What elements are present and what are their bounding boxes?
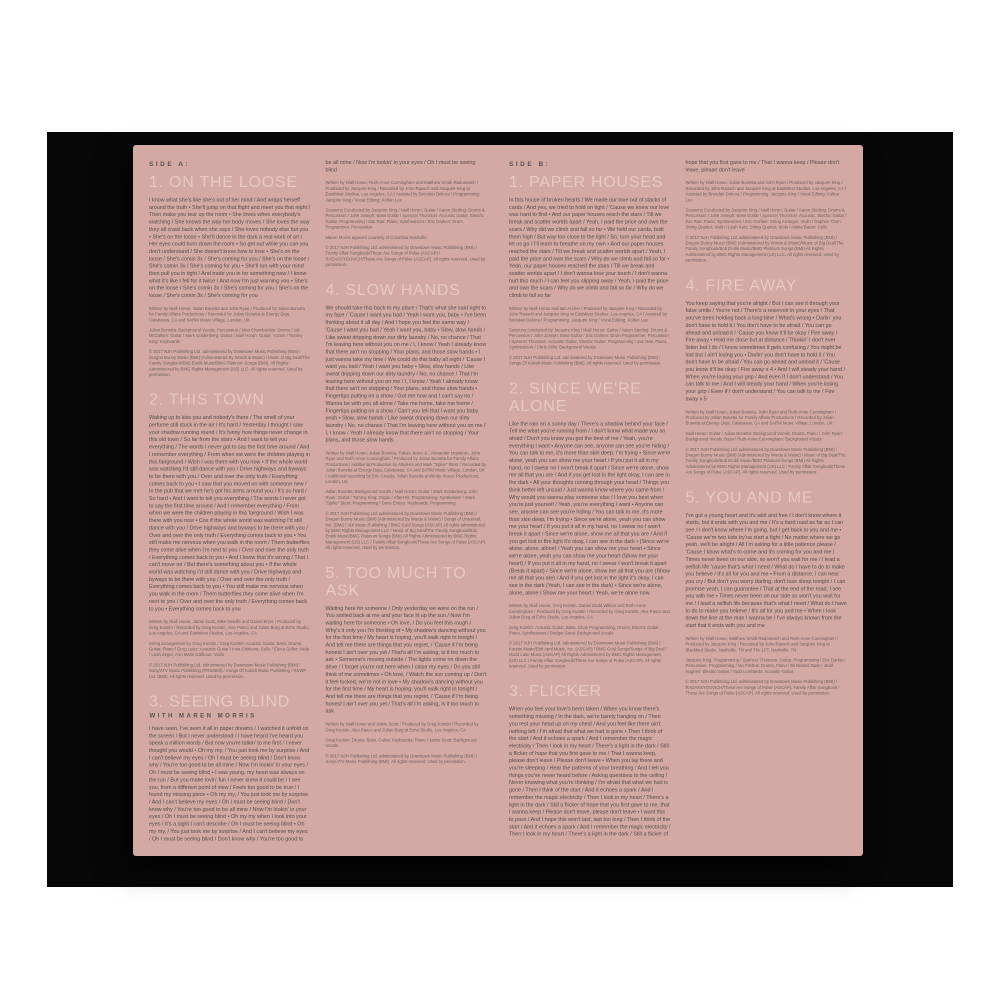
song-title: 3. FLICKER [509,681,602,700]
song-lyrics: We should take this back to my place / That's what she said right to my face / 'Cause I want you bad / Yeah I want you, baby • I've been thinking about it all day / And I hope you feel the same way / 'Cause I want you bad / Yeah I want you, baby • Slow, slow hands / Like sweat dripping down our dirty laundry / No, no chance / That I'm leaving here without you on me / I, I know / Yeah I already know that there ain't no stopping / Your plans, and those slow hands • I just wanna take my time / We could do this baby all night / 'Cause I want you bad / Yeah I want you baby • Slow, slow hands / Like sweat dripping down our dirty laundry / No, no chance / That I'm leaving here without you on me / I, I know / Yeah I already know that there ain't no stopping / Your plans, and those slow hands • Fingertips putting on a show / Got me now and I can't say no / Wanna be with you all alone / Take me home, take me home / Fingertips putting on a show / Can't you tell that I want you baby yeah • Slow, slow hands / Like sweat dripping down our dirty laundry / No, no chance / That I'm leaving here without you on me / I, I know / Yeah I already know that there ain't no stopping / Your plans, and those slow hands [325,304,487,444]
song-title: 4. FIRE AWAY [685,275,798,294]
credit-paragraph: Greg Kurstin: Drums, Bass, Guitar, Keyboards, Piano / Jamie Scott: Background Vocals [325,737,477,749]
credit-paragraph: © 2017 NJH Publishing Ltd. administered by Downtown Music Publishing (BMI) / Dragon Bunny Music (BMI) (Administered By Words & Music) / Music of Big Deal/The Family Songbook/Bob Erotik Music/BMG Platinum Songs (BMI). All Rights Administered by BMG Rights Management (US) LLC. All rights reserved. Used by permission. [149,349,310,377]
credit-paragraph: Written by Niall Horan, Matthew Smith Radosevich and Ruth-Anne Cunningham / Produced by Jacquire King / Recorded by John Rausch and Jacquire King at Blackbird Studio, Nashville, TN and The LFT, Nashville, TN [685,635,839,653]
song-lyrics: I've got a young heart and it's wild and free / I don't know where it starts, but it ends with you and me / It's a hard road as far as I can see / I don't know where I'm going, but I get back to you and me • 'Cause we're two kids try'na start a fight / No matter where we go yeah, we'll be alright / All I'm asking for a little patience please / 'Cause I know what's to come and it's coming for you and me / Times never been on our side, so won't you wait for me / I lead a selfish life 'cause that's what I need / What do I have to do to make you believe / It's all for you and me • From a distance, I can hear you cry / But don't you worry darling, don't lose sleep tonight / I can promise yeah, I can guarantee / That at the end of the road, I see you with me • Times never been on our side so won't you wait for me / I lead a selfish life because that's what I need / What do I have to do to make you believe / It's all for you and me • When I look down the line at the man I wanna be / I've always known from the start that it ends with you and me [685,512,847,629]
song-lyrics: Waking up to kiss you and nobody's there / The smell of your perfume still stuck in the air / It's hard / Yesterday I thought I saw your shadow running round / It's funny how things never change in this old town / So far from the stars • And I want to tell you everything / The words I never got to say the first time around / And I remember everything / From when we were the children playing in this fairground / Wish I was there with you now • If the whole world was watching I'd still dance with you / Drive highways and byways to be there with you / Over and over the only truth / Everything comes back to you • I saw that you moved on with someone new / In the pub that we met he's got his arms around you / It's so hard / So hard • And I want to tell you everything / The words I never got to say the first time around / And I remember everything / From when we were the children playing in this fairground / Wish I was there with you now • Cos if the whole world was watching I'd still dance with you / Drive highways and byways to be there with you / Over and over the only truth / Everything comes back to you • You still make me nervous when you walk in the room / Them butterflies they come alive when I'm next to you / Over and over the only truth / Everything comes back to you • And I know that it's wrong / That I can't move on / But there's something about you • If the whole world was watching I'd still dance with you / Drive highways and byways to be there with you / Over and over the only truth / Everything comes back to you • You still make me nervous when you walk in the room / Them butterflies they come alive when I'm next to you / Over and over the only truth / Everything comes back to you • Everything comes back to you [149,414,310,612]
song-block [509,173,671,366]
song-credits [326,451,488,551]
credit-paragraph: Sessions conducted by Jacquire King / Niall Horan: Guitar / Aaron Sterling: Drums & Percussion / John Joseph: Bass Guitar / Eric Darken: Drum Programmer, Percussion / Spencer Thomson: Acoustic Guitar, Electric Guitar, Programming / Zac Rae: Piano, Synthesizers / Chris Stills: Background Vocals [509,327,669,350]
song-credits [149,306,311,378]
credit-paragraph: Written by Niall Horan, Ruth-Anne Cunningham and Matthew Smith Radosevich / Produced by Jacquire King / Recorded by John Rausch and Jacquire King at EastWest Studios, Los Angeles, CA / Assisted by Brendan Dekora / Programming: Jacquire King / Vocal Editing: Kolton Lee [325,180,480,203]
song-lyrics: Waiting here for someone / Only yesterday we were on the run / You smiled back at me and your face lit up the sun / Now I'm waiting here for someone • Oh love, / Do you feel this rough / Why's it only you I'm thinking of • My shadow's dancing without you for the first time / My heart is hoping, you'll walk right in tonight / And tell me there are things that you regret, / 'Cause if I'm being honest I ain't over you yet / That's all I'm asking, is it too much to ask • Someone's moving outside / The lights come on down the drive / I forget you're not here when I close my eyes / Do you still think of me sometimes • Oh love, / Watch the sun coming up / Don't it feel fucked, we're not in love • My shadow's dancing without you for the first time / My heart is hoping, you'll walk right in tonight / And tell me there are things that you regret, / 'Cause if I'm being honest I ain't over you yet / That's all I'm asking, is it too much to ask [325,605,487,715]
song-lyrics: In this house of broken hearts / We made our love out of stacks of cards / And yes, we tried to hold on tight / 'Cause we knew our love was hard to find • And our paper houses reach the stars / Till we break and scatter worlds apart / Yeah, I paid the price and own the scars / Why did we climb and fall so far • We held our cards, built them high / But way too close to the light / So, turn your head and let us go / I'll learn to breathe on my own • And our paper houses reached the stars / Till we break and scatter worlds apart / Yeah, I paid the price and own the scars / Why do we climb and fall so far • Yeah, our paper houses reached the stars / Till we break and scatter worlds apart / I don't wanna lose your touch / I don't wanna hurt this much / I can feel you slipping away / Yeah, I paid the price and own the scars / Why do we climb and fall so far / Why do we climb to fall so far [509,197,670,299]
song-credits [686,409,848,475]
credit-paragraph: String arrangement by Greg Kurstin / Greg Kurstin: Acoustic Guitar, Bass, Drums, Guitar, Piano / Greg Leisz: Acoustic Guitar / Irina Chirkova: Cello / Elena Geller: Viola / Leah Zeger, Ann Marie Calhoun: Violin [149,640,310,658]
song-lyrics: Like the rain on a sunny day / There's a shadow behind your face / Tell me what you're running from / I don't know what made you so afraid / Don't you know you got the best of me / Yeah, you're everything I want • Anyone can see, anyone can see you're hiding / You can talk to me, it's more than skin deep, I'm trying • Since we're alone, yeah you can show me your heart / If you put it all in my hand, no I swear no I won't break it apart / Since we're alone, show me all that you are / And if you get lost in the light okay, I can see in the dark • All your thoughts running through your head / Things you think better left unsaid / Just wanna know where you came from / Why would you wanna play someone else / I love you best when you're just yourself / Yeah, you're everything I want • Anyone can see, anyone can see you're hiding / You can talk to me, it's more than skin deep, I'm trying • Since we're alone, yeah you can show me your heart / If you put it all in my hand, no I swear no I won't break it apart / Since we're alone, show me all that you are / And if you get lost in the light it's okay, I can see in the dark • (Since we're alone, alone, alone) / Yeah you can show me your heart • Since we're alone, yeah you can show me your heart (Show me your heart) / If you put it all in my hand, no I swear I won't break it apart (Break it apart) / Since we're alone, show me all that you are (Show me all that you are) / And if you get lost in the light it's okay, I can see in the dark (Yeah, I can see in the dark) • Since we're alone, alone, alone / Show me your heart / Yeah, we're alone now [509,420,671,596]
lyric-sheet [133,145,863,856]
credit-paragraph: © 2017 NJH Publishing Ltd. administered by Downtown Music Publishing (BMI) / Dragon Bunny Music (BMI) (Administered by Words & Music) / Songs of Universal, Inc. (BMI) / AIX Music Publishing / BMG Gold Songs (ASCAP) All rights administered by BMG Rights Management LLC / Music of Big Deal/The Family Songbook/Bob Erotik Music/BMG Platinum Songs (BMI) All Rights Administered by BMG Rights Management (US) LLC / Family Affair Songbook/These Are Songs of Pulse (ASCAP). All rights reserved. Used by permission. [325,510,487,551]
credit-paragraph: © 2017 NJH Publishing Ltd. administered by Downtown Music Publishing (BMI) / Sony/ATV Music Publishing (PRS/BMI) / Songs Of Kobalt Music Publishing / RSWP Ltd. (BMI). All rights reserved. Used by permission. [149,662,307,679]
song-title: 5. TOO MUCH TO ASK [325,563,467,599]
side-b-songs [509,159,847,843]
credit-paragraph: Maren Morris appears courtesy of Columbia Nashville [325,234,427,240]
song-title: 1. ON THE LOOSE [149,172,298,191]
side-a-columns [149,159,487,843]
credit-paragraph: Greg Kurstin: Acoustic Guitar, Bass, Drum Programming, Drums, Electric Guitar, Piano, Synthesizers / Bridget Sarai: Background Vocals [509,624,660,636]
song-title: 2. SINCE WE'RE ALONE [509,378,642,415]
side-b-columns [509,159,847,843]
credit-paragraph: © 2017 NJH Publishing Ltd. administered by Downtown Music Publishing (BMI) / RADASSYOUVICH/These Are Songs of Pulse (ASCAP), Family Affair Songbook / These Are Songs of Pulse (ASCAP). All rights reserved. Used by permission. [685,679,840,696]
song-lyrics: I have seen, I've seen it all in paper dreams / I watched it unfold on the screen / But I never understood / I have heard I've heard you speak a million words / But now you're talkin' to me first / I never thought you would • Oh my my, / You just took me by surprise / And I can't believe my eyes / Oh I must be seeing blind / Don't know why / You're too good to be all mine / Now I'm lookin' in your eyes / Oh I must be seeing blind • I was young, my heart was always on the run / But you make lovin' fun I never knew it could be / I see you, from a different point of view / Feels too good to be true / I found my missing piece • Oh my my, / You just took me by surprise / And I can't believe my eyes / Oh I must be seeing blind / Don't know why / You're too good to be all mine / Now I'm lookin' in your eyes / Oh I must be seeing blind • Oh my my when I look into your eyes / It's a sight I can't describe / Oh I must be seeing blind • Oh my my, / You just took me by surprise / And I can't believe my eyes / Oh I must be seeing blind / Don't know why / You're too good to be all mine / Now I'm lookin' in your eyes / Oh I must be seeing blind [149,159,476,842]
side-b [509,159,847,843]
song-block [686,488,848,696]
song-credits [326,180,488,268]
song-block [149,173,311,378]
credit-paragraph: Written by Niall Horan, Greg Kurstin, Daniel Dodd Wilson and Ruth-Anne Cunningham / Produced by Greg Kurstin / Recorded by Greg Kurstin, Alex Pasco and Julian Burg at Echo Studio, Los Angeles, CA [509,603,670,620]
side-a-songs [149,159,487,843]
credit-paragraph: Written by Niall Horan and Jamie Scott / Produced by Greg Kurstin / Recorded by Greg Kurstin, Alex Pasco and Julian Burg at Echo Studio, Los Angeles, CA [325,721,479,733]
credit-paragraph: Written by Niall Horan, Julian Bunetta and John Ryan / Produced by Jacquire King / Recorded by John Rausch and Jacquire King at EastWest Studios, Los Angeles, CA / Assisted by Brendan Dekora / Programming: Jacquire King / Vocal Editing: Kolton Lee [685,180,847,203]
song-block [509,379,671,669]
song-block [149,391,311,680]
black-backdrop [47,132,953,887]
side-a [149,159,487,843]
credit-paragraph: Written by Niall Horan, Julian Bunetta and John Ryan / Produced by Julian Bunetta for Family Affairs Productions / Recorded by Julian Bunetta at Energy Deja, Calabasas, CA and SARM Music Village, London, UK [149,305,305,323]
song-credits [686,636,848,696]
song-title: 4. SLOW HANDS [325,280,461,299]
credit-paragraph: Jacquire King: Programming / Spencer Thomson: Guitar, Programming / Eric Darken: Percussion, Programming / Ian Fitchuk: Drums, Piano / Eli Beaird: Bass / Jedd Hughes: Electric Guitar / Todd Lombardo: Acoustic Guitar [685,657,846,674]
credit-paragraph: © 2017 NJH Publishing Ltd. administered by Downtown Music Publishing (BMI) / Kurstin Music/EMI April Music, Inc. (ASCAP) / BMG Gold Songs/Songs of Big Deal / Dodd Lake Music (ASCAP) All Rights Administered by BMG Rights Management (US) LLC / Family Affair Songbook/These Are Songs of Pulse (ASCAP). All rights reserved. Used by permission. [509,640,667,669]
song-lyrics: I know what she's like she's out of her mind / And wraps herself around the truth • She'll jump on that flight and meet you that night / Then make you tear up the room • She loves when everybody's watching / She knows the way her body moves / She loves the way they all crawl back when she says / She loves nobody else but you • She's on the loose • She'll dance in the dark a real work of art / Her eyes could burn down the room • So get out while you can you don't understand / She doesn't know how to lose • She's on the loose / She's comin 3x / She's coming for you / She's on the loose / She's comin 3x / She's coming for you • She'll run with your mind then pull you in tight / And trade you in for something new / I know what it's like I fell for it twice / And now I'm just warning you • She's on the loose / She's comin 3x / She's coming for you / She's on the loose / She's comin 3x / She's coming for you [149,197,311,299]
side-b-label: SIDE B: [509,160,551,168]
credit-paragraph: Written by Niall Horan, Julian Bunetta, Tobias Jesso Jr., Alexander Izquierdo, John Ryan and Ruth-Anne Cunningham / Produced by Julian Bunetta for Family Affairs Productions / Additional Production by AfterHrs and Mark "Spike" Stent / Recorded by Julian Bunetta at Energy Deja, Calabasas, CA and SARM Music Village, London, UK / Additional recording by Eric Greedy, Julian Bunetta at Windy House Productions, London, UK [325,450,487,485]
credit-paragraph: Julian Bunetta: Background Vocals / Niall Horan: Guitar / Mark Goldenberg, John Ryan: Guitar / Tommy King: Organ / AfterHrs: Programming, Synthesizer / Mark "Spike" Stent: Programming / Dave Emery: Keyboards, Programming [325,489,478,506]
song-title: 2. THIS TOWN [149,390,265,409]
song-credits [509,306,671,366]
song-lyrics: You keep saying that you're alright / But I can see it through your false smile / You're not / There's a reservoir in your eyes / That you've been holding back a long time / What's wrong • Darlin' you don't have to hold it / You don't have to be afraid / You can go ahead and unload it / 'Cause you know it'll be okay / Fire away / Fire away • Hold me close but at distance / Thinkin' I don't ever listen but I do / I know sometimes it gets confusing / You might be lost but I ain't losing you • Darlin' you don't have to hold it / You don't have to be afraid / You can go ahead and unload it / 'Cause you know it'll be okay / Fire away x 4 • And I will steady your hand / When you're losing your grip / And even if I don't understand / You can talk to me / And I will steady your hand / When you're losing your grip / Even if I don't understand / You can talk to me / Fire away x 5 [685,300,846,402]
song-block [326,564,488,765]
side-a-label: SIDE A: [149,160,191,168]
credit-paragraph: Sessions Conducted by Jacquire King / Niall Horan: Guitar / Aaron Sterling: Drums & Percussion / John Joseph: Bass Guitar / Spencer Thomson: Acoustic, Electric Guitar / Zac Rae: Piano, Synthesizers / Eric Gorfain: String Arranger, Violin / Daphne Chen: String Quartet, Violin / Leah Katz: String Quartet, Viola / Alisha Bauer: Cello [685,207,847,230]
credit-paragraph: Written by Niall Horan, Jamie Scott, Mike Needle and Daniel Bryer / Produced by Greg Kurstin / Recorded by Greg Kurstin, Alex Pasco and Julian Burg at Echo Studio, Los Angeles, CA and EastWest Studios, Los Angeles, CA [149,619,310,636]
credit-paragraph: Julian Bunetta: Background Vocals, Percussion / Matt Chamberlain: Drums / Val McCallum: Guitar / Mark Goldenberg: Guitar / Niall Horan: Guitar, Vocals / Tommy King: Keyboards [149,327,303,344]
song-credits [149,619,311,679]
song-lyrics: When you feel your love's been taken / When you know there's something missing / In the dark, we're barely hanging on / Then you rest your head up on my chest / And you feel like there ain't nothing left / I'm afraid that what we had is gone • Then I think of the start / And it echoes a spark / And I remember the magic electricity / Then I look in my heart / There's a light in the dark / Still a flicker of hope that you first gave to me / That I wanna keep, please don't leave / Please don't leave • When you lay there and you're sleeping / Hear the patterns of your breathing / And I tell you things you've never heard before / Asking questions to the ceiling / Never knowing what you're thinking / I'm afraid that what we had is gone / Then I think of the start / And it echoes a spark / And I remember the magic electricity / Then I look in my heart / There's a light in the dark / Still a flicker of hope that you first gave to me, that I wanna keep / Please don't leave, please don't leave • I want this to pass / And I hope this won't last, last too long / Then I think of the start / And it echoes a spark / And I remember the magic electricity / Then I look in my heart / There's a light in the dark / Still a flicker of hope that you first gave to me / That I wanna keep / Please don't leave, please don't leave [509,159,840,838]
song-credits [509,603,671,669]
song-block [686,276,848,475]
credit-paragraph: Sessions Conducted by Jacquire King / Niall Horan: Guitar / Aaron Sterling: Drums & Percussion / John Joseph: Bass Guitar / Spencer Thomson: Acoustic Guitar, Electric Guitar, Programming / Zac Rae: Piano, Synthesizers / Eric Darken: Drum Programmer, Percussion [325,207,485,230]
credit-paragraph: Niall Horan: Guitar / Julian Bunetta: Background Vocals, Drums, Piano / John Ryan: Background Vocals, Bass / Ruth-Anne Cunningham: Background Vocals [685,430,843,442]
song-block [326,281,488,551]
credit-paragraph: Written by Niall Horan, Julian Bunetta, John Ryan and Ruth-Anne Cunningham / Produced by Julian Bunetta for Family Affairs Productions / Recorded by Julian Bunetta at Energy Deja, Calabasas, CA and SARM Music Village, London, UK [685,409,837,426]
credit-paragraph: © 2017 NJH Publishing Ltd. administered by Downtown Music Publishing (BMI) / Songs Of Kobalt Music Publishing (BMI). All rights reserved. Used by permission. [509,354,662,366]
song-credits [686,180,848,263]
song-subtitle: WITH MAREN MORRIS [149,711,257,719]
credit-paragraph: © 2017 NJH Publishing Ltd. administered by Downtown Music Publishing (BMI) / Family Affair Songbook/These Are Songs of Pulse (ASCAP) / RADASSYOUVICH/These Are Songs of Pulse (ASCAP). All rights reserved. Used by permission. [325,245,486,268]
credit-paragraph: © 2017 NJH Publishing Ltd. administered by Downtown Music Publishing (BMI) / Dragon Bunny Music (BMI) (Administered by Words & Music) / Music of Big Deal/The Family Songbook/Bob Erotik Music/BMG Platinum Songs (BMI) All Rights Administered by BMG Rights Management (US) LLC / Family Affair Songbook/These Are Songs of Pulse (ASCAP). All rights reserved. Used by permission. [685,446,846,475]
credit-paragraph: © 2017 NJH Publishing Ltd. administered by Downtown Music Publishing (BMI) / Dragon Bunny Music (BMI) (Administered by Words & Music)/Music of Big Deal/The Family Songbook/Bob Erotik Music/BMG Platinum Songs (BMI) All Rights Administered by BMG Rights Management (US) LLC. All rights reserved. Used by permission. [685,234,844,263]
song-title: 1. PAPER HOUSES [509,172,664,191]
credit-paragraph: © 2017 NJH Publishing Ltd. administered by Downtown Music Publishing (BMI) / Sony/ATV Music Publishing (BMI). All rights reserved. Used by permission. [325,753,477,765]
song-title: 3. SEEING BLIND [149,691,291,710]
song-credits [326,722,488,765]
credit-paragraph: Written by Niall Horan and Iain Archer / Produced by Jacquire King / Recorded by John Rausch and Jacquire King at EastWest Studios, Los Angeles, CA / Assisted by Brendan Dekora / Programming: Jacquire King / Vocal Editing: Kolton Lee [509,305,667,323]
song-title: 5. YOU AND ME [685,487,814,506]
